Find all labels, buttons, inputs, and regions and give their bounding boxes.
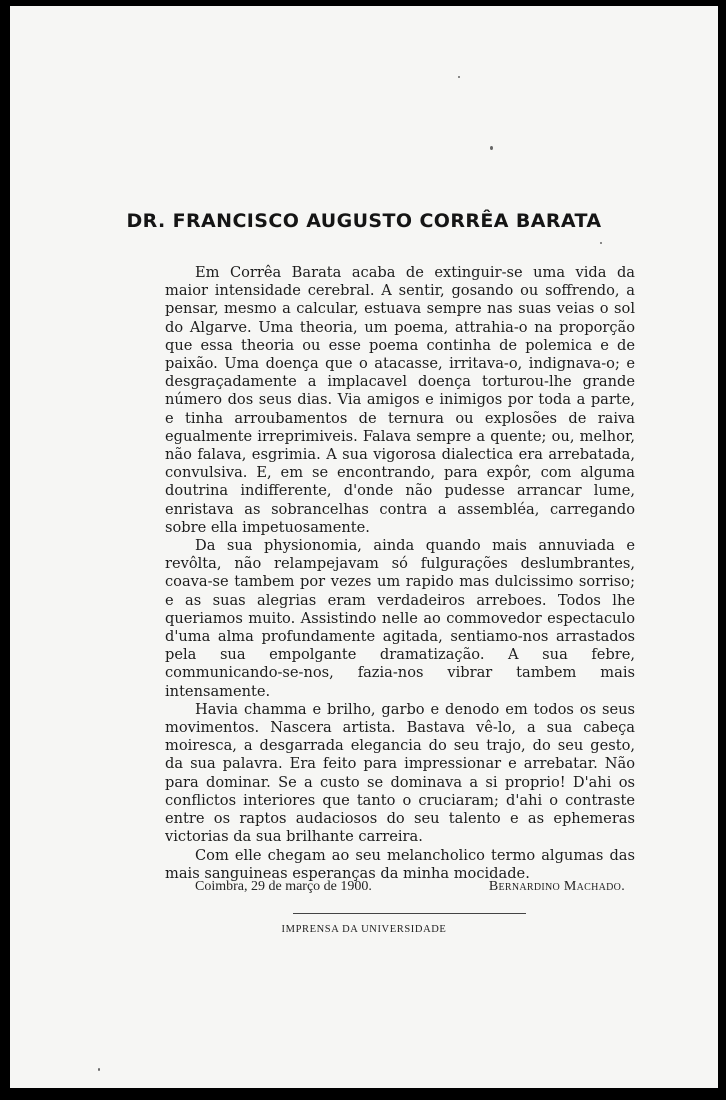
scan-speck	[458, 76, 460, 78]
author-signature: Bernardino Machado.	[488, 879, 625, 894]
paragraph-2: Da sua physionomia, ainda quando mais annuviada e revôlta, não relampejavam só fulgurações deslumbrantes, coava-se tambem por vezes um rapido mas dulcissimo sorriso; e as suas alegrias eram verdadeiros arreboes. Todos lhe queriamos muito. Assistindo nelle ao commovedor espectaculo d'uma alma profundamente agitada, sentiamo-nos arrastados pela sua empolgante dramatização. A sua febre, communicando-se-nos, fazia-nos vibrar tambem mais intensamente.	[165, 537, 635, 700]
printer-imprint: IMPRENSA DA UNIVERSIDADE	[281, 924, 447, 935]
scan-speck	[600, 242, 602, 244]
paragraph-3: Havia chamma e brilho, garbo e denodo em todos os seus movimentos. Nascera artista. Bastava vê-lo, a sua cabeça moiresca, a desgarrada elegancia do seu trajo, do seu gesto, da sua palavra. Era feito para impressionar e arrebatar. Não para dominar. Se a custo se dominava a si proprio! D'ahi os conflictos interiores que tanto o cruciaram; d'ahi o contraste entre os raptos audaciosos do seu talento e as ephemeras victorias da sua brilhante carreira.	[165, 700, 635, 846]
document-page	[10, 6, 718, 1088]
scan-speck	[490, 146, 493, 150]
paragraph-4: Com elle chegam ao seu melancholico termo algumas das mais sanguineas esperanças da minha mocidade.	[165, 846, 635, 882]
paragraph-1: Em Corrêa Barata acaba de extinguir-se uma vida da maior intensidade cerebral. A sentir, gosando ou soffrendo, a pensar, mesmo a calcular, estuava sempre nas suas veias o sol do Algarve. Uma theoria, um poema, attrahia-o na proporção que essa theoria ou esse poema continha de polemica e de paixão. Uma doença que o atacasse, irritava-o, indignava-o; e desgraçadamente a implacavel doença torturou-lhe grande número dos seus dias. Via amigos e inimigos por toda a parte, e tinha arroubamentos de ternura ou explosões de raiva egualmente irreprimiveis. Falava sempre a quente; ou, melhor, não falava, esgrimia. A sua vigorosa dialectica era arrebatada, convulsiva. E, em se encontrando, para expôr, com alguma doutrina indifferente, d'onde não pudesse arrancar lume, enristava as sobrancelhas contra a assembléa, carregando sobre ella impetuosamente.	[165, 264, 635, 536]
divider-rule	[293, 913, 526, 914]
scan-speck	[98, 1068, 100, 1071]
place-date: Coimbra, 29 de março de 1900.	[195, 879, 372, 894]
document-title: DR. FRANCISCO AUGUSTO CORRÊA BARATA	[126, 210, 602, 232]
body-text	[165, 264, 635, 883]
